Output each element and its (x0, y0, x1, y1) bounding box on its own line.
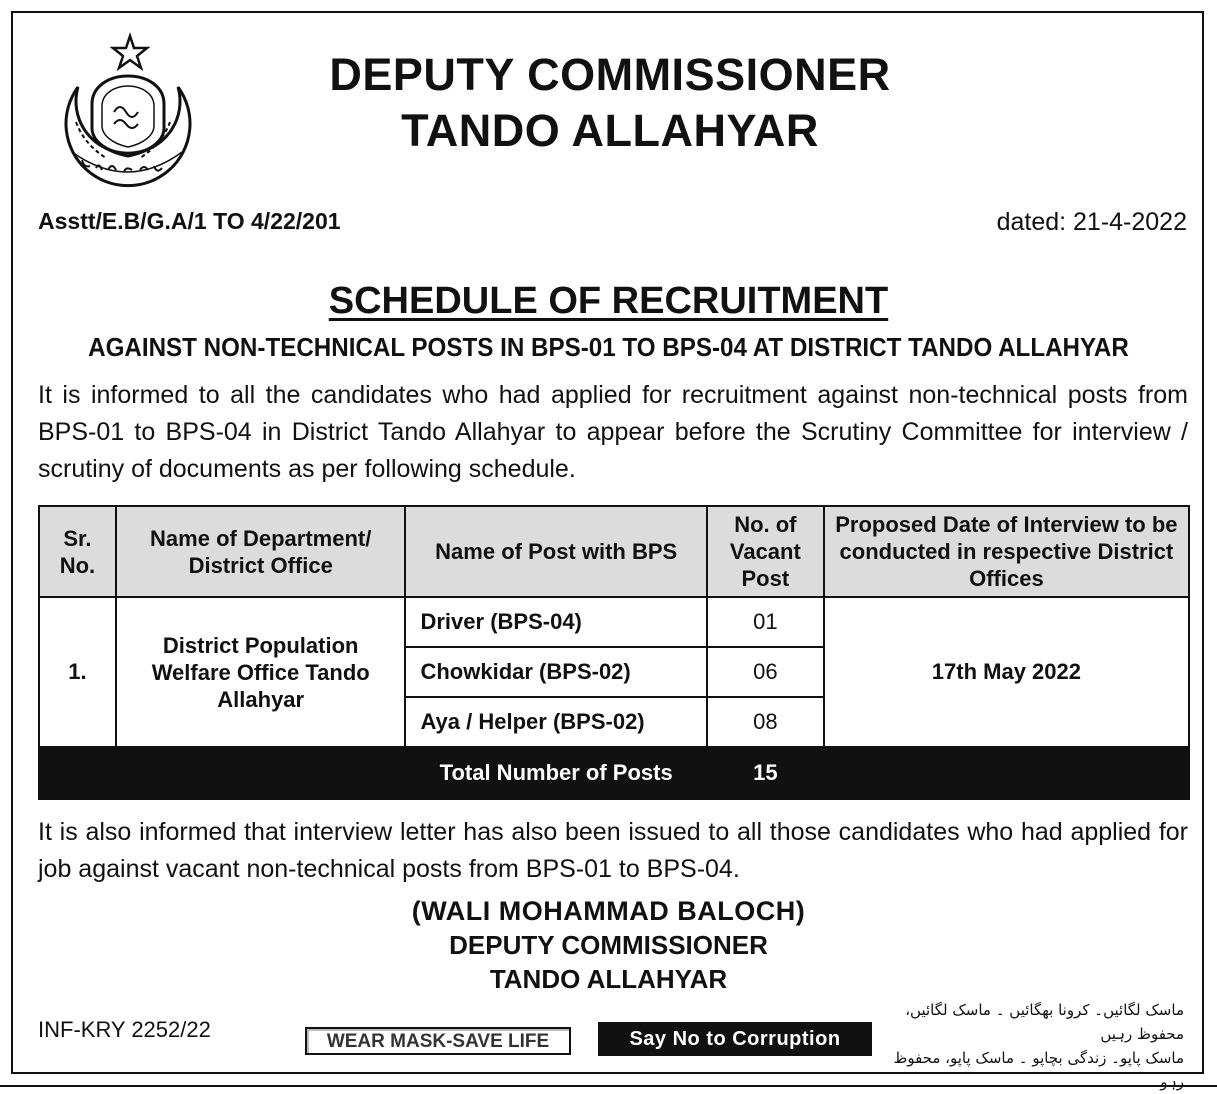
total-value: 15 (707, 747, 824, 799)
anti-corruption-badge: Say No to Corruption (598, 1022, 872, 1056)
recruitment-schedule-table (38, 505, 1190, 800)
post-name: Aya / Helper (BPS-02) (405, 697, 706, 747)
intro-paragraph: It is informed to all the candidates who had applied for recruitment against non-technical posts from BPS-01 to BPS-04 in District Tando Allahyar to appear before the Scrutiny Committee for interview / scrutiny of documents as per following schedule. (38, 381, 1188, 483)
row-sr: 1. (39, 597, 116, 747)
header-sr: Sr. No. (39, 506, 116, 597)
sindh-government-emblem (48, 32, 198, 192)
inf-code: INF-KRY 2252/22 (38, 1017, 211, 1042)
office-title-line1: DEPUTY COMMISSIONER (329, 49, 891, 100)
office-title-line2: TANDO ALLAHYAR (401, 105, 819, 156)
header-post: Name of Post with BPS (405, 506, 706, 597)
total-spacer (39, 747, 405, 799)
post-vacant: 01 (707, 597, 824, 647)
post-name: Driver (BPS-04) (405, 597, 706, 647)
mask-slogan-badge: WEAR MASK-SAVE LIFE (305, 1027, 571, 1055)
interview-date: 17th May 2022 (824, 597, 1189, 747)
notice-subtitle: AGAINST NON-TECHNICAL POSTS IN BPS-01 TO BPS-04 AT DISTRICT TANDO ALLAHYAR (88, 332, 1129, 362)
table-row (39, 597, 1189, 647)
closing-paragraph: It is also informed that interview letter has also been issued to all those candidates who had applied for job against vacant non-technical posts from BPS-01 to BPS-04. (38, 818, 1188, 883)
table-header-row (39, 506, 1189, 597)
signatory-designation: DEPUTY COMMISSIONER (449, 930, 768, 960)
signatory-name: (WALI MOHAMMAD BALOCH) (411, 896, 806, 926)
header-date: Proposed Date of Interview to be conducted in respective District Offices (824, 506, 1189, 597)
post-vacant: 08 (707, 697, 824, 747)
urdu-slogan-line1: ماسک لگائیں۔ کرونا بھگائیں ۔ ماسک لگائیں، محفوظ رہیں (905, 1001, 1184, 1043)
header-vacant: No. of Vacant Post (707, 506, 824, 597)
post-name: Chowkidar (BPS-02) (405, 647, 706, 697)
row-department: District Population Welfare Office Tando Allahyar (116, 597, 406, 747)
total-blank (824, 747, 1189, 799)
signatory-place: TANDO ALLAHYAR (489, 964, 728, 994)
header-department: Name of Department/ District Office (116, 506, 406, 597)
reference-number: Asstt/E.B/G.A/1 TO 4/22/201 (38, 208, 341, 234)
total-label: Total Number of Posts (405, 747, 706, 799)
dated: dated: 21-4-2022 (996, 208, 1187, 236)
post-vacant: 06 (707, 647, 824, 697)
total-row (39, 747, 1189, 799)
notice-title: SCHEDULE OF RECRUITMENT (328, 280, 889, 322)
urdu-slogans (884, 998, 1184, 1094)
urdu-slogan-line2: ماسک پاپو۔ زندگی بچاپو ۔ ماسک پاپو، محفوظ رہو (893, 1049, 1184, 1091)
